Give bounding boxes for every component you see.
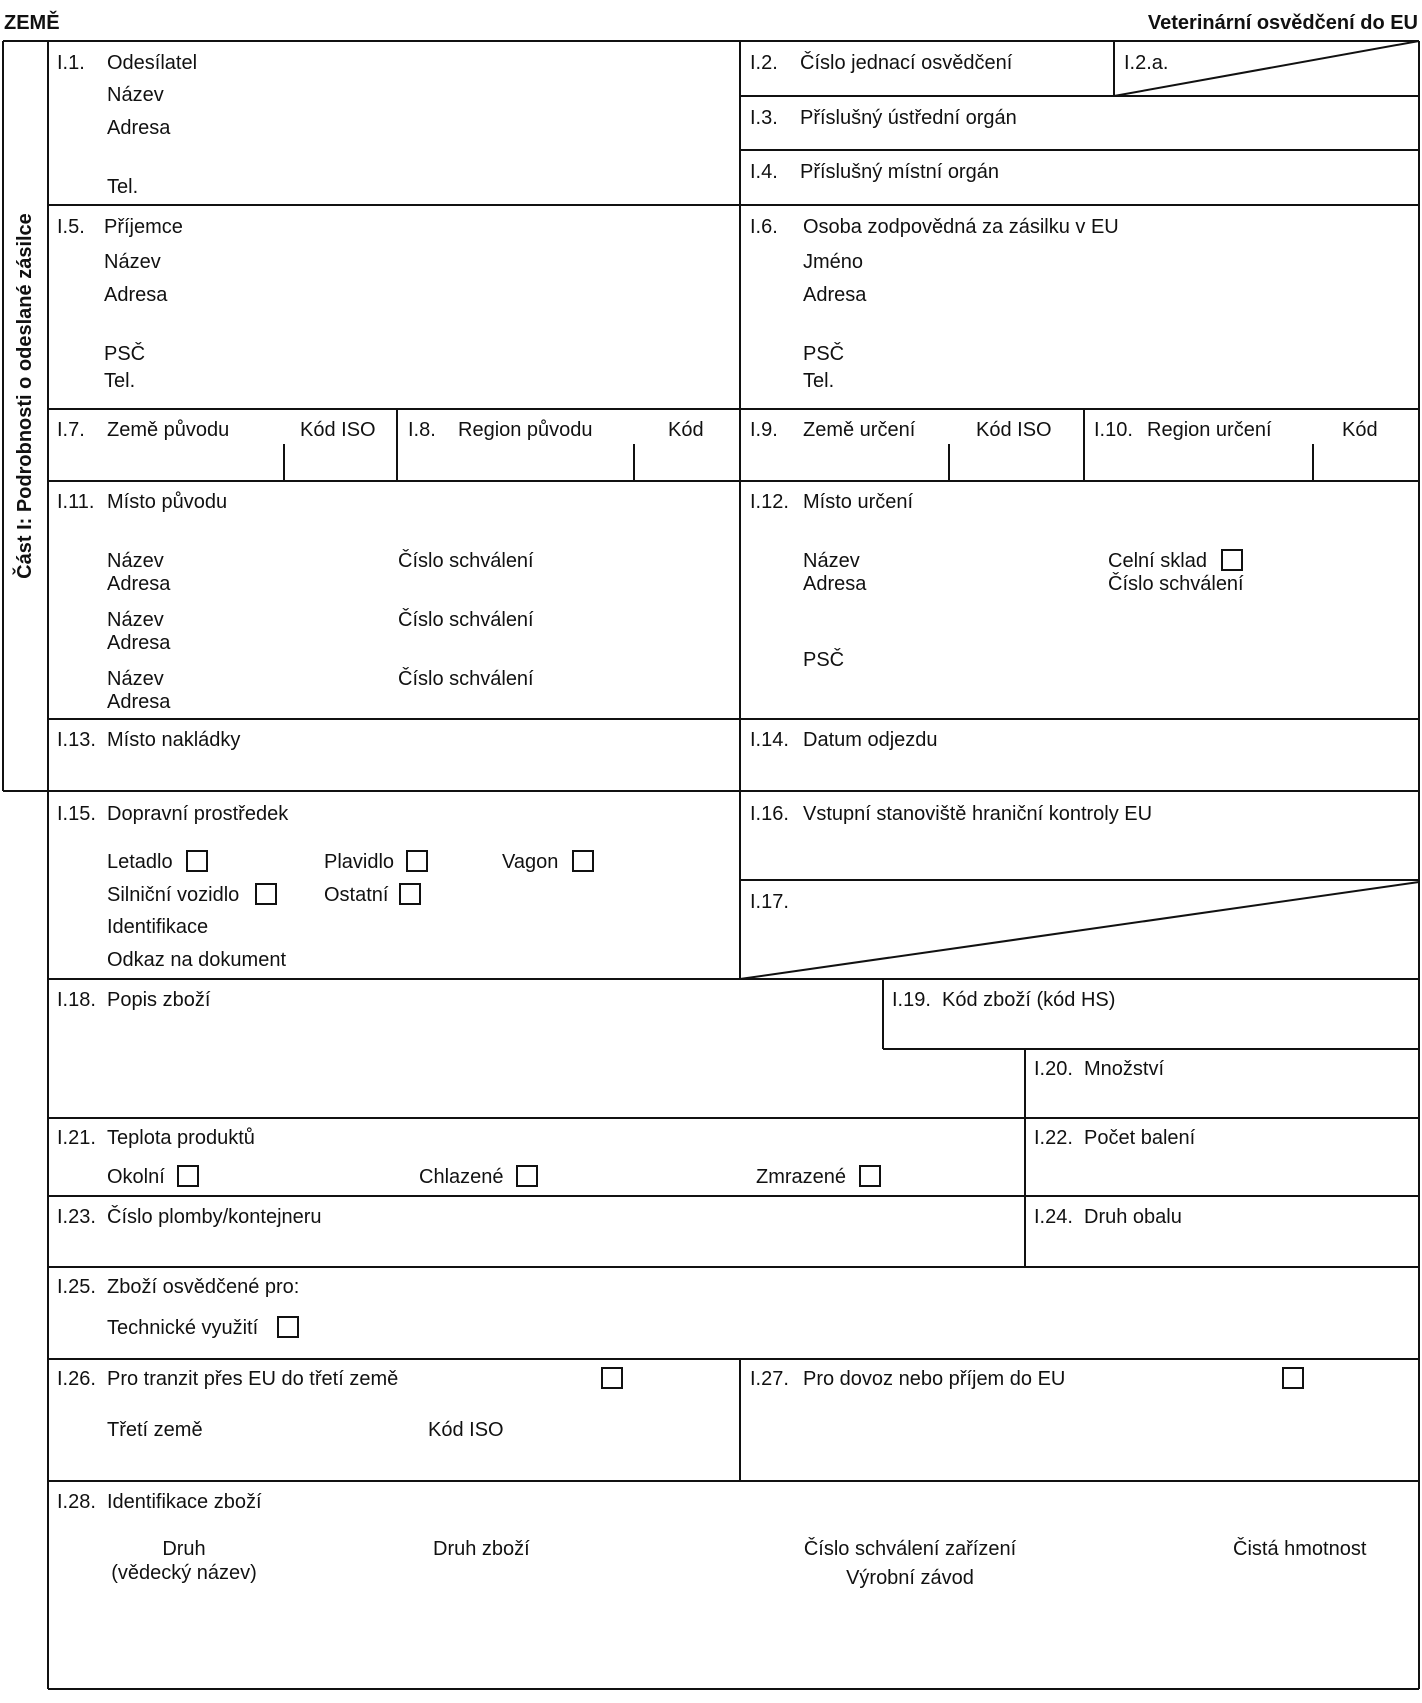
transport-ident: Identifikace	[107, 916, 209, 938]
dest-country-code: Kód ISO	[976, 419, 1052, 441]
place-dest-address: Adresa	[803, 573, 867, 595]
transport-title: Dopravní prostředek	[107, 803, 289, 825]
place-origin-name-1: Název	[107, 550, 164, 572]
identification-num: I.28.	[57, 1491, 96, 1513]
quantity-title: Množství	[1084, 1058, 1165, 1080]
central-auth-num: I.3.	[750, 107, 778, 129]
temperature-chilled: Chlazené	[419, 1166, 504, 1188]
place-origin-title: Místo původu	[107, 491, 228, 513]
consignee-postcode: PSČ	[104, 343, 146, 365]
place-dest-approval: Číslo schválení	[1108, 573, 1244, 595]
place-dest-customs: Celní sklad	[1108, 550, 1207, 572]
consignee-num: I.5.	[57, 216, 85, 238]
place-origin-approval-2: Číslo schválení	[398, 609, 534, 631]
ref-no-title: Číslo jednací osvědčení	[800, 52, 1013, 74]
plane-checkbox[interactable]	[186, 850, 208, 872]
goods-desc-num: I.18.	[57, 989, 96, 1011]
field17-num: I.17.	[750, 891, 789, 913]
hs-code-num: I.19.	[892, 989, 931, 1011]
origin-region-title: Region původu	[458, 419, 593, 441]
wagon-checkbox[interactable]	[572, 850, 594, 872]
place-origin-name-3: Název	[107, 668, 164, 690]
place-dest-postcode: PSČ	[803, 649, 845, 671]
origin-region-code: Kód	[668, 419, 704, 441]
import-checkbox[interactable]	[1282, 1367, 1304, 1389]
local-auth-num: I.4.	[750, 161, 778, 183]
transit-iso: Kód ISO	[428, 1419, 504, 1441]
place-origin-address-2: Adresa	[107, 632, 171, 654]
import-num: I.27.	[750, 1368, 789, 1390]
transport-plane: Letadlo	[107, 851, 173, 873]
col-commodity: Druh zboží	[433, 1538, 530, 1560]
departure-num: I.14.	[750, 729, 789, 751]
packaging-title: Druh obalu	[1084, 1206, 1182, 1228]
transport-ship: Plavidlo	[324, 851, 395, 873]
temperature-ambient: Okolní	[107, 1166, 165, 1188]
certified-for-title: Zboží osvědčené pro:	[107, 1276, 300, 1298]
hs-code-title: Kód zboží (kód HS)	[942, 989, 1116, 1011]
col-plant: Výrobní závod	[846, 1567, 974, 1589]
place-origin-approval-1: Číslo schválení	[398, 550, 534, 572]
central-auth-title: Příslušný ústřední orgán	[800, 107, 1017, 129]
ambient-checkbox[interactable]	[177, 1165, 199, 1187]
consignee-tel: Tel.	[104, 370, 136, 392]
packaging-num: I.24.	[1034, 1206, 1073, 1228]
certified-for-num: I.25.	[57, 1276, 96, 1298]
place-origin-name-2: Název	[107, 609, 164, 631]
header-country: ZEMĚ	[4, 12, 60, 34]
seal-title: Číslo plomby/kontejneru	[107, 1206, 322, 1228]
transport-num: I.15.	[57, 803, 96, 825]
consignor-num: I.1.	[57, 52, 85, 74]
consignee-name: Název	[104, 251, 161, 273]
local-auth-title: Příslušný místní orgán	[800, 161, 999, 183]
transport-road: Silniční vozidlo	[107, 884, 240, 906]
origin-country-code: Kód ISO	[300, 419, 376, 441]
dest-region-code: Kód	[1342, 419, 1378, 441]
certified-for-technical: Technické využití	[107, 1317, 259, 1339]
quantity-num: I.20.	[1034, 1058, 1073, 1080]
col-weight: Čistá hmotnost	[1233, 1538, 1367, 1560]
place-dest-title: Místo určení	[803, 491, 914, 513]
ref-no-num: I.2.	[750, 52, 778, 74]
side-label: Část I: Podrobnosti o odeslané zásilce	[14, 213, 36, 579]
ship-checkbox[interactable]	[406, 850, 428, 872]
transport-wagon: Vagon	[502, 851, 559, 873]
dest-country-num: I.9.	[750, 419, 778, 441]
dest-region-title: Region určení	[1147, 419, 1272, 441]
col-species: Druh	[162, 1538, 206, 1560]
origin-region-num: I.8.	[408, 419, 436, 441]
consignee-address: Adresa	[104, 284, 168, 306]
chilled-checkbox[interactable]	[516, 1165, 538, 1187]
col-approval: Číslo schválení zařízení	[803, 1538, 1017, 1560]
col-species-sub: (vědecký název)	[111, 1562, 257, 1584]
packages-num: I.22.	[1034, 1127, 1073, 1149]
responsible-num: I.6.	[750, 216, 778, 238]
ref-2a-num: I.2.a.	[1124, 52, 1169, 74]
responsible-postcode: PSČ	[803, 343, 845, 365]
seal-num: I.23.	[57, 1206, 96, 1228]
temperature-num: I.21.	[57, 1127, 96, 1149]
temperature-frozen: Zmrazené	[756, 1166, 847, 1188]
consignor-name: Název	[107, 84, 164, 106]
responsible-address: Adresa	[803, 284, 867, 306]
transit-checkbox[interactable]	[601, 1367, 623, 1389]
responsible-name: Jméno	[803, 251, 864, 273]
road-vehicle-checkbox[interactable]	[255, 883, 277, 905]
frozen-checkbox[interactable]	[859, 1165, 881, 1187]
customs-warehouse-checkbox[interactable]	[1221, 549, 1243, 571]
packages-title: Počet balení	[1084, 1127, 1196, 1149]
dest-country-title: Země určení	[803, 419, 916, 441]
transit-num: I.26.	[57, 1368, 96, 1390]
responsible-tel: Tel.	[803, 370, 835, 392]
loading-num: I.13.	[57, 729, 96, 751]
place-dest-name: Název	[803, 550, 860, 572]
origin-country-title: Země původu	[107, 419, 230, 441]
origin-country-num: I.7.	[57, 419, 85, 441]
transit-title: Pro tranzit přes EU do třetí země	[107, 1368, 399, 1390]
departure-title: Datum odjezdu	[803, 729, 938, 751]
place-origin-approval-3: Číslo schválení	[398, 668, 534, 690]
header-certificate-title: Veterinární osvědčení do EU	[1147, 12, 1418, 34]
import-title: Pro dovoz nebo příjem do EU	[803, 1368, 1066, 1390]
place-dest-num: I.12.	[750, 491, 789, 513]
dest-region-num: I.10.	[1094, 419, 1133, 441]
place-origin-address-3: Adresa	[107, 691, 171, 713]
goods-desc-title: Popis zboží	[107, 989, 211, 1011]
identification-title: Identifikace zboží	[107, 1491, 262, 1513]
entry-bip-num: I.16.	[750, 803, 789, 825]
consignor-title: Odesílatel	[107, 52, 198, 74]
entry-bip-title: Vstupní stanoviště hraniční kontroly EU	[803, 803, 1153, 825]
technical-use-checkbox[interactable]	[277, 1316, 299, 1338]
transport-other: Ostatní	[324, 884, 389, 906]
responsible-title: Osoba zodpovědná za zásilku v EU	[803, 216, 1119, 238]
consignor-tel: Tel.	[107, 176, 139, 198]
transit-third-country: Třetí země	[107, 1419, 203, 1441]
loading-title: Místo nakládky	[107, 729, 241, 751]
consignor-address: Adresa	[107, 117, 171, 139]
other-transport-checkbox[interactable]	[399, 883, 421, 905]
transport-docref: Odkaz na dokument	[107, 949, 286, 971]
place-origin-num: I.11.	[57, 491, 95, 513]
place-origin-address-1: Adresa	[107, 573, 171, 595]
consignee-title: Příjemce	[104, 216, 183, 238]
temperature-title: Teplota produktů	[107, 1127, 255, 1149]
